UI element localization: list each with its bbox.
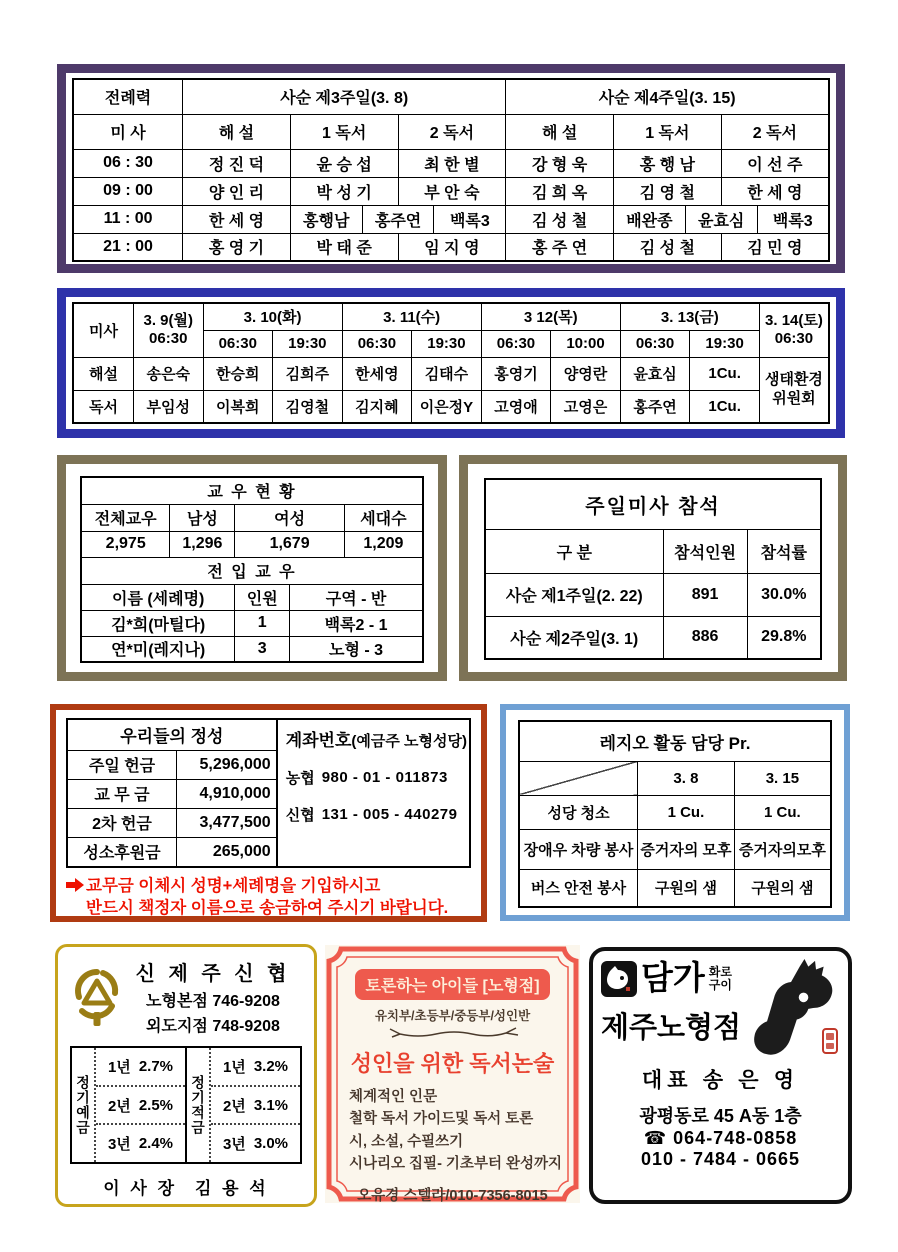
restaurant-logo: [601, 961, 744, 997]
reader-name: 김 성 철: [613, 233, 721, 261]
reader-name: 김 성 철: [506, 205, 614, 233]
member-status-table: [80, 476, 424, 663]
duty-label: 버스 안전 봉사: [519, 869, 638, 907]
academy-contact: 오유경 스텔라/010-7356-8015: [357, 1187, 548, 1204]
bank-row: 신협 131 - 005 - 440279: [285, 806, 458, 824]
reader-name: 박 태 준: [290, 233, 398, 261]
offering-amount: 4,910,000: [177, 779, 277, 808]
reader-name: 한 세 영: [721, 177, 829, 205]
day-friday: 3. 13(금): [620, 303, 759, 330]
reader-name: 윤효심: [685, 205, 757, 233]
reading-row-label: 독서: [73, 390, 133, 423]
academy-curriculum: 체계적인 인문 철학 독서 가이드및 독서 토론 시, 소설, 수필쓰기 시나리오 집필- 기초부터 완성까지: [349, 1089, 563, 1173]
mass-label: 미 사: [73, 114, 183, 149]
attendance-week: 사순 제2주일(3. 1): [485, 616, 663, 659]
mass-time: 06:30: [481, 330, 551, 357]
offering-amount: 3,477,500: [177, 808, 277, 837]
mass-time: 11 : 00: [73, 205, 183, 233]
liturgy-corner-label: 전례력: [73, 79, 183, 114]
offering-panel: [50, 704, 487, 922]
col-header: 구역 - 반: [290, 584, 423, 610]
role-header: 2 독서: [721, 114, 829, 149]
savings-label: 정기적금: [187, 1048, 211, 1162]
attendance-week: 사순 제1주일(2. 22): [485, 573, 663, 616]
ad-reading-academy: [325, 945, 580, 1203]
mass-time: 06 : 30: [73, 149, 183, 177]
branch-name: 제주노형점: [601, 1012, 742, 1044]
attendance-table: [484, 478, 822, 660]
reader-name: 백록3: [757, 205, 829, 233]
reader-name: 김 희 옥: [506, 177, 614, 205]
brand-subtitle: 화로 구이: [708, 965, 732, 992]
legio-table: [518, 720, 832, 908]
duty-group: 증거자의모후: [734, 829, 831, 869]
transfer-notice: 교무금 이체시 성명+세례명을 기입하시고 반드시 책정자 이름으로 송금하여 주시기 바랍니다.: [66, 875, 471, 920]
account-title: 계좌번호(예금주 노형성당): [285, 731, 467, 750]
owner-name: 대표 송 은 영: [641, 1068, 800, 1092]
credit-union-name: 신 제 주 신 협: [135, 963, 291, 985]
diagonal-corner-cell: [519, 761, 638, 795]
reader-name: 홍 영 기: [183, 233, 291, 261]
offering-box: [66, 718, 471, 868]
offering-label: 교 무 금: [68, 779, 177, 808]
member-count: 1,209: [344, 531, 423, 557]
transfer-district: 백록2 - 1: [290, 610, 423, 636]
interest-rate-table: [70, 1046, 302, 1164]
reader-name: 백록3: [434, 205, 506, 233]
member-status-title: 교 우 현 황: [81, 477, 423, 504]
ad-credit-union: [55, 944, 317, 1207]
offering-label: 성소후원금: [68, 837, 177, 866]
bank-accounts: [278, 720, 469, 866]
mass-time: 10:00: [551, 330, 621, 357]
reader-name: 홍 주 연: [506, 233, 614, 261]
date-header: 3. 8: [638, 761, 735, 795]
col-header: 세대수: [344, 504, 423, 531]
rate-row: 1년 2.7%: [107, 1057, 174, 1076]
role-header: 1 독서: [613, 114, 721, 149]
role-header: 해 설: [506, 114, 614, 149]
academy-name-badge: 토론하는 아이들 [노형점]: [355, 969, 549, 1000]
col-header: 여성: [235, 504, 344, 531]
week1-header: 사순 제3주일(3. 8): [183, 79, 506, 114]
transfer-count: 1: [235, 610, 290, 636]
rate-row: 2년 2.5%: [96, 1085, 185, 1124]
reading-name: 고영은: [551, 390, 621, 423]
red-seal-stamp: [822, 1028, 838, 1054]
commentary-name: 송은숙: [133, 357, 203, 390]
attendance-rate: 30.0%: [747, 573, 821, 616]
reader-name: 배완종: [613, 205, 685, 233]
duty-group: 1 Cu.: [734, 795, 831, 829]
mass-time: 19:30: [273, 330, 343, 357]
duty-label: 장애우 차량 봉사: [519, 829, 638, 869]
reader-name: 박 성 기: [290, 177, 398, 205]
week2-header: 사순 제4주일(3. 15): [506, 79, 829, 114]
commentary-name: 양영란: [551, 357, 621, 390]
commentary-name: 홍영기: [481, 357, 551, 390]
reader-name: 김 민 영: [721, 233, 829, 261]
rate-row: 1년 3.2%: [222, 1057, 289, 1076]
commentary-name: 김태수: [412, 357, 482, 390]
brand-name: 담가: [641, 960, 705, 997]
transfer-title: 전 입 교 우: [81, 557, 423, 584]
date-header: 3. 15: [734, 761, 831, 795]
reading-name: 이복희: [203, 390, 273, 423]
reader-name: 임 지 영: [398, 233, 506, 261]
weekday-mass-panel: [57, 288, 845, 438]
col-header: 전체교우: [81, 504, 170, 531]
role-header: 해 설: [183, 114, 291, 149]
restaurant-mobile: 010 - 7484 - 0665: [640, 1149, 801, 1169]
weekday-table: [72, 302, 830, 424]
day-tuesday: 3. 10(화): [203, 303, 342, 330]
attendance-panel: [459, 455, 847, 681]
legio-title: 레지오 활동 담당 Pr.: [519, 721, 831, 761]
ad-restaurant: [589, 947, 852, 1204]
transfer-name: 김*희(마틸다): [81, 610, 235, 636]
duty-label: 성당 청소: [519, 795, 638, 829]
role-header: 2 독서: [398, 114, 506, 149]
col-header: 이름 (세례명): [81, 584, 235, 610]
col-header: 인원: [235, 584, 290, 610]
wavy-divider-decoration: [325, 1026, 580, 1045]
commentary-name: 1Cu.: [690, 357, 760, 390]
role-header: 1 독서: [290, 114, 398, 149]
animal-head-logo-icon: [601, 961, 637, 997]
liturgy-schedule-panel: [57, 64, 845, 273]
restaurant-address: 광평동로 45 A동 1층: [639, 1106, 802, 1126]
deposit-rates: [72, 1048, 185, 1162]
arrow-icon: [66, 878, 86, 892]
reader-name: 강 형 욱: [506, 149, 614, 177]
offering-amount: 5,296,000: [177, 750, 277, 779]
reading-name: 고영애: [481, 390, 551, 423]
commentary-name: 김희주: [273, 357, 343, 390]
committee-cell: 생태환경 위원회: [759, 357, 829, 423]
member-count: 2,975: [81, 531, 170, 557]
legio-panel: [500, 704, 850, 921]
commentary-name: 한승희: [203, 357, 273, 390]
col-header: 참석률: [747, 529, 821, 573]
commentary-name: 한세영: [342, 357, 412, 390]
duty-group: 구원의 샘: [638, 869, 735, 907]
day-thursday: 3 12(목): [481, 303, 620, 330]
offering-title: 우리들의 정성: [68, 720, 277, 750]
transfer-name: 연*미(레지나): [81, 636, 235, 662]
reader-name: 부 안 숙: [398, 177, 506, 205]
member-count: 1,296: [170, 531, 235, 557]
day-wednesday: 3. 11(수): [342, 303, 481, 330]
member-status-panel: [57, 455, 447, 681]
reading-name: 김지혜: [342, 390, 412, 423]
reading-name: 이은정Y: [412, 390, 482, 423]
reader-name: 정 진 덕: [183, 149, 291, 177]
mass-time: 06:30: [203, 330, 273, 357]
reader-name: 한 세 영: [183, 205, 291, 233]
mass-time: 06:30: [620, 330, 690, 357]
credit-union-header: [70, 957, 302, 1036]
reading-name: 김영철: [273, 390, 343, 423]
rate-row: 2년 3.1%: [211, 1085, 300, 1124]
transfer-count: 3: [235, 636, 290, 662]
reader-name: 김 영 철: [613, 177, 721, 205]
commentary-row-label: 해설: [73, 357, 133, 390]
mass-time: 21 : 00: [73, 233, 183, 261]
duty-group: 증거자의 모후: [638, 829, 735, 869]
mass-time: 09 : 00: [73, 177, 183, 205]
chairman-line: 이 사 장 김 용 석: [103, 1179, 269, 1198]
weekday-corner-label: 미사: [73, 303, 133, 357]
reader-name: 양 인 리: [183, 177, 291, 205]
attendance-count: 886: [663, 616, 747, 659]
liturgy-table: [72, 78, 830, 262]
deposit-label: 정기예금: [72, 1048, 96, 1162]
offering-label: 2차 헌금: [68, 808, 177, 837]
attendance-title: 주일미사 참석: [485, 479, 821, 529]
reading-name: 홍주연: [620, 390, 690, 423]
col-header: 참석인원: [663, 529, 747, 573]
reader-name: 홍행남: [290, 205, 362, 233]
rate-row: 3년 3.0%: [211, 1123, 300, 1162]
restaurant-phone: ☎ 064-748-0858: [643, 1128, 798, 1148]
bank-row: 농협 980 - 01 - 011873: [285, 769, 448, 787]
attendance-rate: 29.8%: [747, 616, 821, 659]
branch-phone: 노형본점 746-9208: [146, 993, 280, 1010]
transfer-district: 노형 - 3: [290, 636, 423, 662]
reading-name: 1Cu.: [690, 390, 760, 423]
offering-amount: 265,000: [177, 837, 277, 866]
reader-name: 윤 승 섭: [290, 149, 398, 177]
duty-group: 구원의 샘: [734, 869, 831, 907]
col-header: 구 분: [485, 529, 663, 573]
reader-name: 이 선 주: [721, 149, 829, 177]
branch-phone: 외도지점 748-9208: [146, 1018, 280, 1035]
credit-union-logo-icon: [70, 964, 124, 1030]
mass-time: 06:30: [342, 330, 412, 357]
reader-name: 최 한 별: [398, 149, 506, 177]
member-count: 1,679: [235, 531, 344, 557]
commentary-name: 윤효심: [620, 357, 690, 390]
reading-name: 부임성: [133, 390, 203, 423]
rate-row: 3년 2.4%: [96, 1123, 185, 1162]
attendance-count: 891: [663, 573, 747, 616]
duty-group: 1 Cu.: [638, 795, 735, 829]
mass-time: 19:30: [412, 330, 482, 357]
savings-rates: [185, 1048, 300, 1162]
academy-headline: 성인을 위한 독서논술: [350, 1051, 555, 1076]
day-saturday: 3. 14(토) 06:30: [759, 303, 829, 357]
offering-label: 주일 헌금: [68, 750, 177, 779]
reader-name: 홍주연: [362, 205, 434, 233]
col-header: 남성: [170, 504, 235, 531]
academy-programs: 유치부/초등부/중등부/성인반: [374, 1009, 531, 1023]
mass-time: 19:30: [690, 330, 760, 357]
reader-name: 홍 행 남: [613, 149, 721, 177]
offering-table: [68, 720, 278, 866]
day-monday: 3. 9(월) 06:30: [133, 303, 203, 357]
